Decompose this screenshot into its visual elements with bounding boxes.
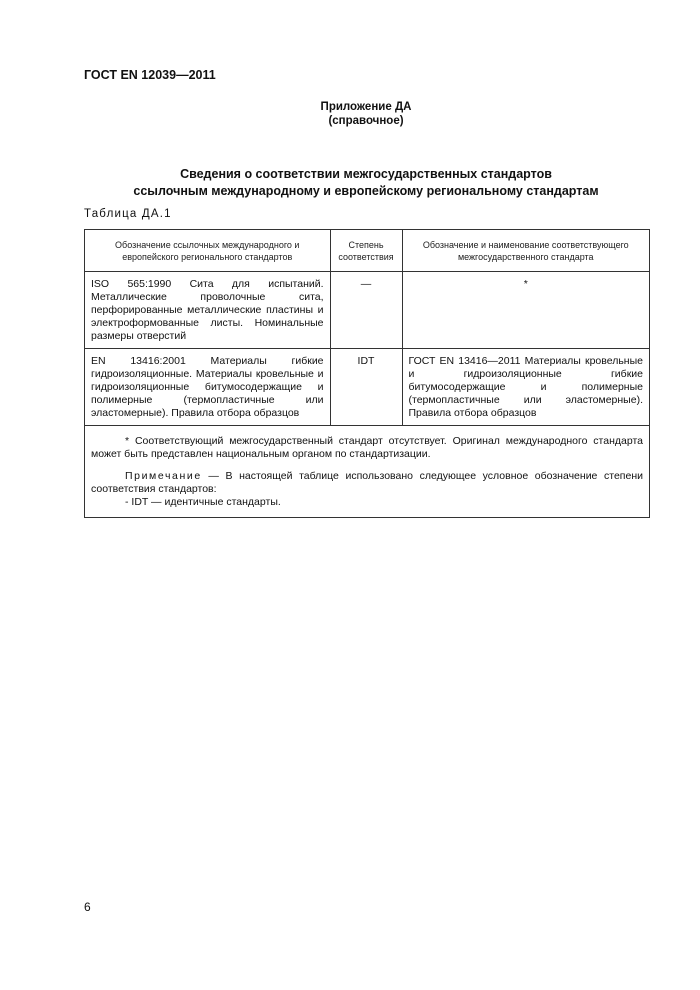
cell-reference: EN 13416:2001 Материалы гибкие гидроизоляционные. Материалы кровельные и гидроизоляционные битумосодержащие и полимерные (термопластичные или эластомерные). Правила отбора образцов [85,349,331,426]
note-paragraph [91,470,643,496]
footnote: * Соответствующий межгосударственный стандарт отсутствует. Оригинал международного стандарта может быть представлен национальным органом по стандартизации. [91,435,643,460]
header-interstate-standard: Обозначение и наименование соответствующего межгосударственного стандарта [402,230,650,272]
note-label: Примечание [125,470,202,482]
table-header-row [85,230,650,272]
table-notes-row [85,426,650,518]
document-code: ГОСТ EN 12039—2011 [84,68,216,82]
cell-interstate: ГОСТ EN 13416—2011 Материалы кровельные и гидроизоляционные гибкие битумосодержащие и полимерные (термопластичные или эластомерные). Правила отбора образцов [402,349,650,426]
cell-interstate: * [402,272,650,349]
section-title-line2: ссылочным международному и европейскому региональному стандартам [133,184,599,198]
appendix-title: Приложение ДА [320,101,412,113]
cell-reference: ISO 565:1990 Сита для испытаний. Металлические проволочные сита, перфорированные металлические пластины и электроформованные листы. Номинальные размеры отверстий [85,272,331,349]
note-text: — В настоящей таблице использовано следующее условное обозначение степени соответствия стандартов: [91,470,643,495]
table-caption: Таблица ДА.1 [84,208,172,220]
table-row [85,349,650,426]
cell-degree: — [330,272,402,349]
header-degree: Степень соответствия [330,230,402,272]
appendix-subtitle: (справочное) [328,115,404,127]
section-title-line1: Сведения о соответствии межгосударственных стандартов [180,167,552,181]
table-notes [85,426,650,518]
cell-degree: IDT [330,349,402,426]
page-number: 6 [84,900,91,914]
standards-table [84,229,650,518]
header-reference-standards: Обозначение ссылочных международного и европейского регионального стандартов [85,230,331,272]
note-item: - IDT — идентичные стандарты. [125,496,281,508]
table-row [85,272,650,349]
appendix-heading [0,100,700,128]
section-title [0,166,700,200]
